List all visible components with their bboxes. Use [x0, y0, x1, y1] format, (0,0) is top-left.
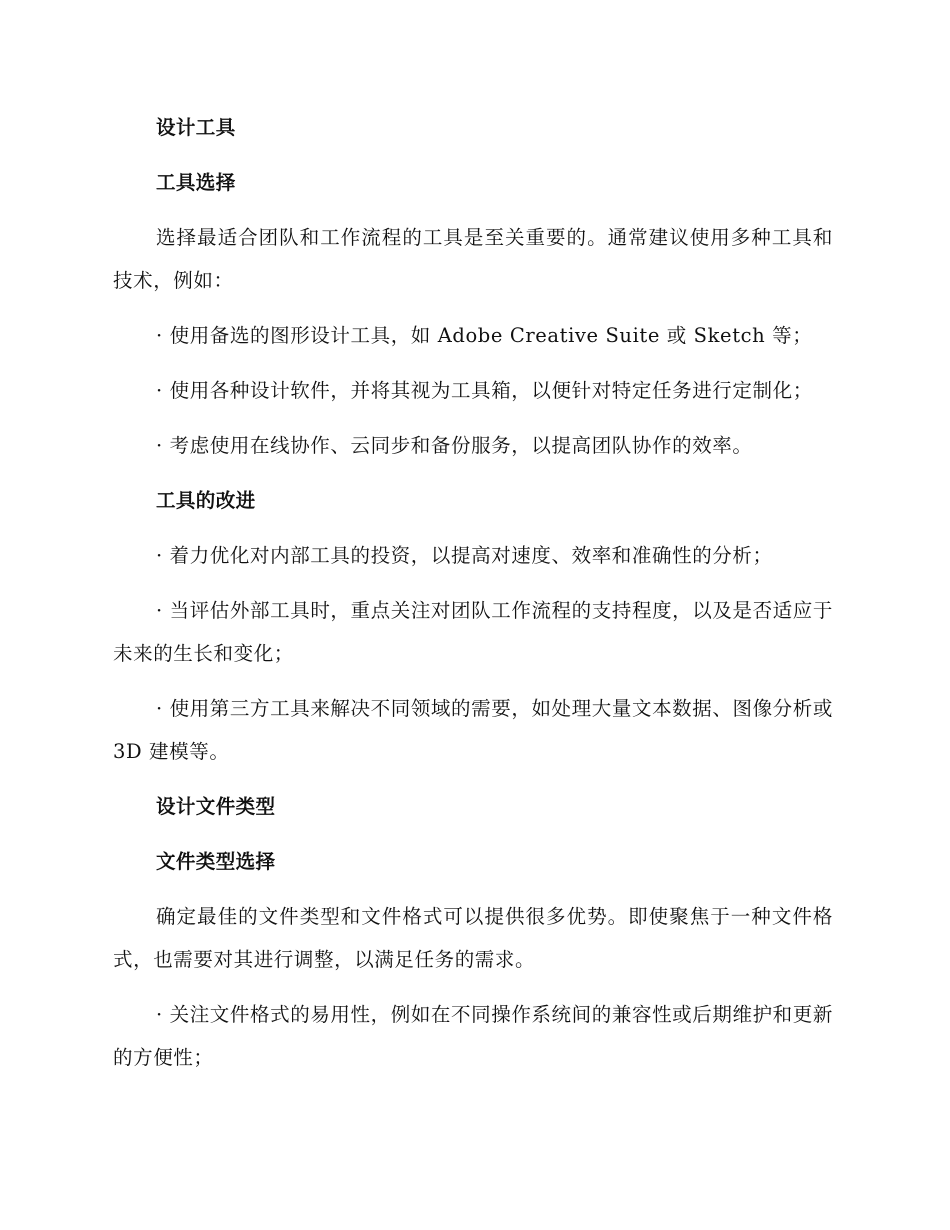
paragraph-tool-selection-intro: 选择最适合团队和工作流程的工具是至关重要的。通常建议使用多种工具和技术，例如：	[113, 226, 833, 292]
bullet-internal-tools-investment: · 着力优化对内部工具的投资，以提高对速度、效率和准确性的分析；	[156, 544, 773, 567]
paragraph-file-type-intro: 确定最佳的文件类型和文件格式可以提供很多优势。即使聚焦于一种文件格式，也需要对其进行调整，以满足任务的需求。	[113, 905, 833, 971]
subsection-heading-tool-selection: 工具选择	[156, 171, 236, 194]
bullet-third-party-tools: · 使用第三方工具来解决不同领域的需要，如处理大量文本数据、图像分析或 3D 建模等。	[113, 697, 833, 763]
bullet-file-format-usability: · 关注文件格式的易用性，例如在不同操作系统间的兼容性或后期维护和更新的方便性；	[113, 1003, 833, 1069]
document-body	[113, 106, 833, 1091]
section-heading-design-tools: 设计工具	[156, 116, 236, 139]
bullet-external-tools-evaluation: · 当评估外部工具时，重点关注对团队工作流程的支持程度，以及是否适应于未来的生长和变化；	[113, 599, 833, 665]
section-heading-design-file-types: 设计文件类型	[156, 795, 276, 818]
subsection-heading-tool-improvement: 工具的改进	[156, 489, 256, 512]
bullet-graphic-design-tools: · 使用备选的图形设计工具，如 Adobe Creative Suite 或 Sketch 等；	[156, 324, 813, 347]
bullet-design-software-toolbox: · 使用各种设计软件，并将其视为工具箱，以便针对特定任务进行定制化；	[156, 379, 813, 402]
bullet-online-collaboration: · 考虑使用在线协作、云同步和备份服务，以提高团队协作的效率。	[156, 434, 753, 457]
subsection-heading-file-type-selection: 文件类型选择	[156, 850, 276, 873]
